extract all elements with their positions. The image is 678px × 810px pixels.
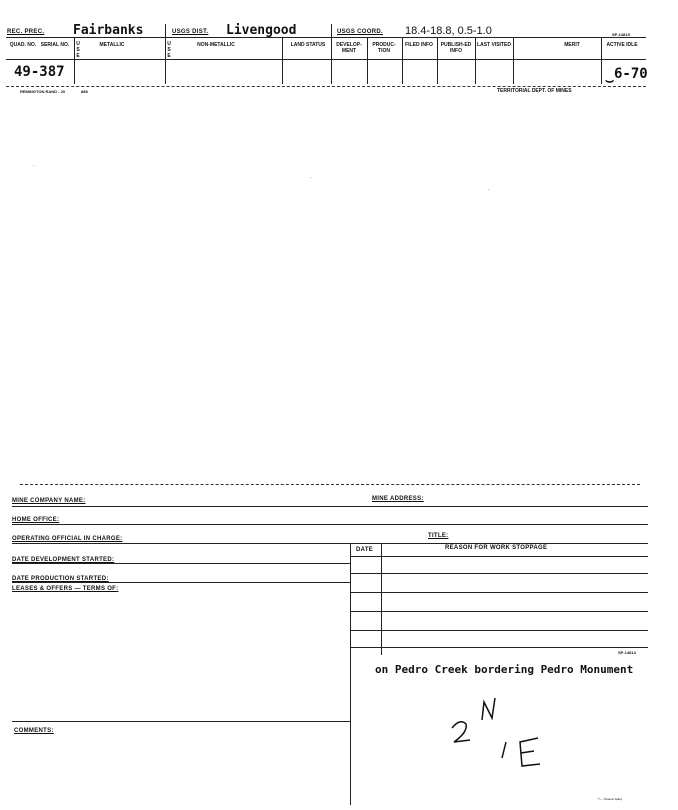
mine-address-label: MINE ADDRESS: — [372, 496, 424, 502]
col-serial-no: SERIAL NO. — [40, 42, 70, 48]
table-row-rule — [350, 573, 648, 574]
table-row-rule — [350, 647, 648, 648]
center-divider — [350, 543, 351, 805]
col-merit: MERIT — [564, 42, 580, 48]
divider — [402, 38, 403, 84]
col-published-info: PUBLISH-ED INFO — [440, 42, 472, 54]
reason-column-label: REASON FOR WORK STOPPAGE — [445, 545, 548, 551]
date-production-started-label: DATE PRODUCTION STARTED: — [12, 576, 109, 582]
divider — [601, 38, 602, 84]
divider — [513, 38, 514, 84]
col-production: PRODUC-TION — [372, 42, 396, 54]
table-row-rule — [350, 556, 648, 557]
official-rule — [12, 543, 648, 544]
usgs-coord-value: 18.4-18.8, 0.5-1.0 — [405, 25, 492, 37]
speck: · — [488, 187, 490, 193]
location-note: on Pedro Creek bordering Pedro Monument — [375, 663, 634, 676]
operating-official-label: OPERATING OFFICIAL IN CHARGE: — [12, 536, 123, 542]
prod-started-rule — [12, 582, 350, 583]
title-label: TITLE: — [428, 533, 449, 539]
table-row-rule — [350, 611, 648, 612]
col-metallic: METALLIC — [99, 42, 125, 48]
form-number: SP-14815 — [612, 32, 630, 37]
active-idle-value: 6-70 — [614, 66, 648, 82]
quad-serial-value: 49-387 — [14, 64, 65, 80]
divider — [165, 24, 166, 84]
divider — [282, 38, 283, 84]
handwritten-township-range — [440, 690, 560, 780]
speck: · — [33, 163, 35, 169]
comments-rule — [12, 721, 350, 722]
comments-label: COMMENTS: — [14, 728, 54, 734]
date-divider — [381, 543, 382, 655]
column-header-rule — [6, 59, 646, 60]
date-development-started-label: DATE DEVELOPMENT STARTED: — [12, 557, 115, 563]
mine-company-name-label: MINE COMPANY NAME: — [12, 498, 86, 504]
rec-prec-value: Fairbanks — [73, 23, 144, 38]
divider — [331, 24, 332, 84]
footer-mark: T— Tanana Valley — [598, 797, 623, 801]
home-office-label: HOME OFFICE: — [12, 517, 60, 523]
divider — [367, 38, 368, 84]
rec-prec-label: REC. PREC. — [7, 29, 45, 35]
table-row-rule — [350, 630, 648, 631]
dev-started-rule — [12, 563, 350, 564]
col-quad-no: QUAD. NO. — [9, 42, 37, 48]
divider — [437, 38, 438, 84]
col-last-visited: LAST VISITED — [477, 42, 511, 48]
col-active-idle: ACTIVE IDLE — [606, 42, 638, 48]
leases-offers-label: LEASES & OFFERS — TERMS OF: — [12, 586, 119, 592]
col-land-status: LAND STATUS — [290, 42, 326, 48]
form-number: SP-14814 — [618, 650, 636, 655]
footer-left-code: 888 — [81, 89, 88, 94]
speck: · — [310, 175, 312, 181]
col-use-code-2: U S E — [167, 41, 171, 59]
company-rule — [12, 506, 648, 507]
hand-mark: ⌣ — [605, 72, 615, 88]
footer-right-text: TERRITORIAL DEPT. OF MINES — [497, 88, 572, 94]
date-column-label: DATE — [356, 547, 374, 553]
divider — [74, 38, 75, 84]
home-office-rule — [12, 524, 648, 525]
usgs-dist-value: Livengood — [226, 23, 297, 38]
footer-left-text: REMINGTON RAND - 20 — [20, 89, 66, 94]
card-bottom-rule — [6, 86, 646, 87]
usgs-coord-label: USGS COORD. — [337, 29, 383, 35]
divider — [475, 38, 476, 84]
col-development: DEVELOP-MENT — [336, 42, 362, 54]
col-use-code-1: U S E — [76, 41, 80, 59]
table-row-rule — [350, 592, 648, 593]
card-top-rule — [20, 484, 640, 485]
col-non-metallic: NON-METALLIC — [197, 42, 235, 48]
usgs-dist-label: USGS DIST. — [172, 29, 209, 35]
col-filed-info: FILED INFO — [405, 42, 433, 48]
